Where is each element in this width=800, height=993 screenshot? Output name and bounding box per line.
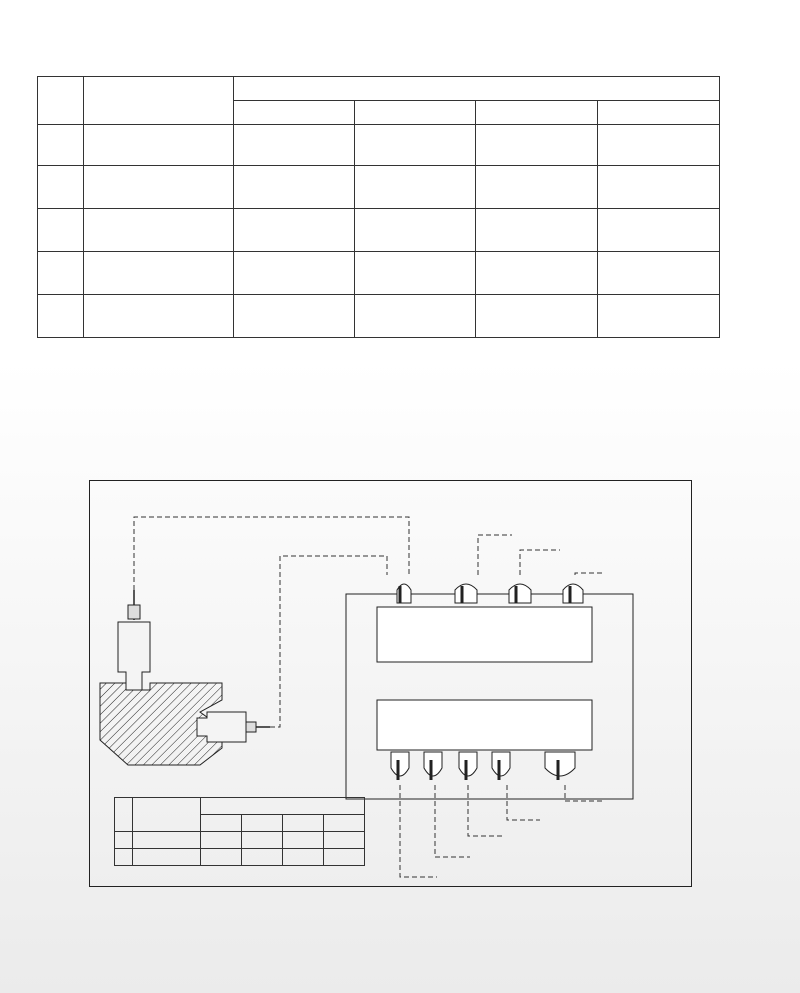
leader-relay3 <box>468 785 505 836</box>
mini-row-code <box>115 849 133 866</box>
mini-relay-cell <box>283 832 324 849</box>
speed-sensor-1-icon <box>118 590 150 690</box>
leader-relay2 <box>435 785 470 857</box>
mini-relay-cell <box>283 849 324 866</box>
leader-relay4 <box>507 785 540 820</box>
mini-row-mode <box>133 832 201 849</box>
cable-route-2 <box>270 556 387 727</box>
mini-relay-header <box>201 815 242 832</box>
mini-relay-cell <box>324 849 365 866</box>
bottom-plug-icons <box>391 752 575 780</box>
mini-relay-header <box>324 815 365 832</box>
top-terminal-block <box>377 607 592 662</box>
mini-col-mode <box>133 798 201 832</box>
mini-relay-cell <box>242 832 283 849</box>
mini-relay-header <box>283 815 324 832</box>
mini-relay-cell <box>201 849 242 866</box>
mini-table-row <box>115 832 365 849</box>
mini-table-row <box>115 849 365 866</box>
mini-row-code <box>115 832 133 849</box>
speed-sensor-2-icon <box>197 712 270 742</box>
cable-route-1 <box>134 517 409 590</box>
leader-ma <box>520 550 560 575</box>
leader-buffer <box>478 535 512 575</box>
mini-col-code <box>115 798 133 832</box>
leader-rs485 <box>575 573 605 575</box>
mini-relay-cell <box>242 849 283 866</box>
mini-relay-cell <box>201 832 242 849</box>
mini-col-group <box>201 798 365 815</box>
mini-row-mode <box>133 849 201 866</box>
mini-relay-header <box>242 815 283 832</box>
mini-relay-table <box>114 797 365 866</box>
bottom-terminal-block <box>377 700 592 750</box>
mini-relay-cell <box>324 832 365 849</box>
